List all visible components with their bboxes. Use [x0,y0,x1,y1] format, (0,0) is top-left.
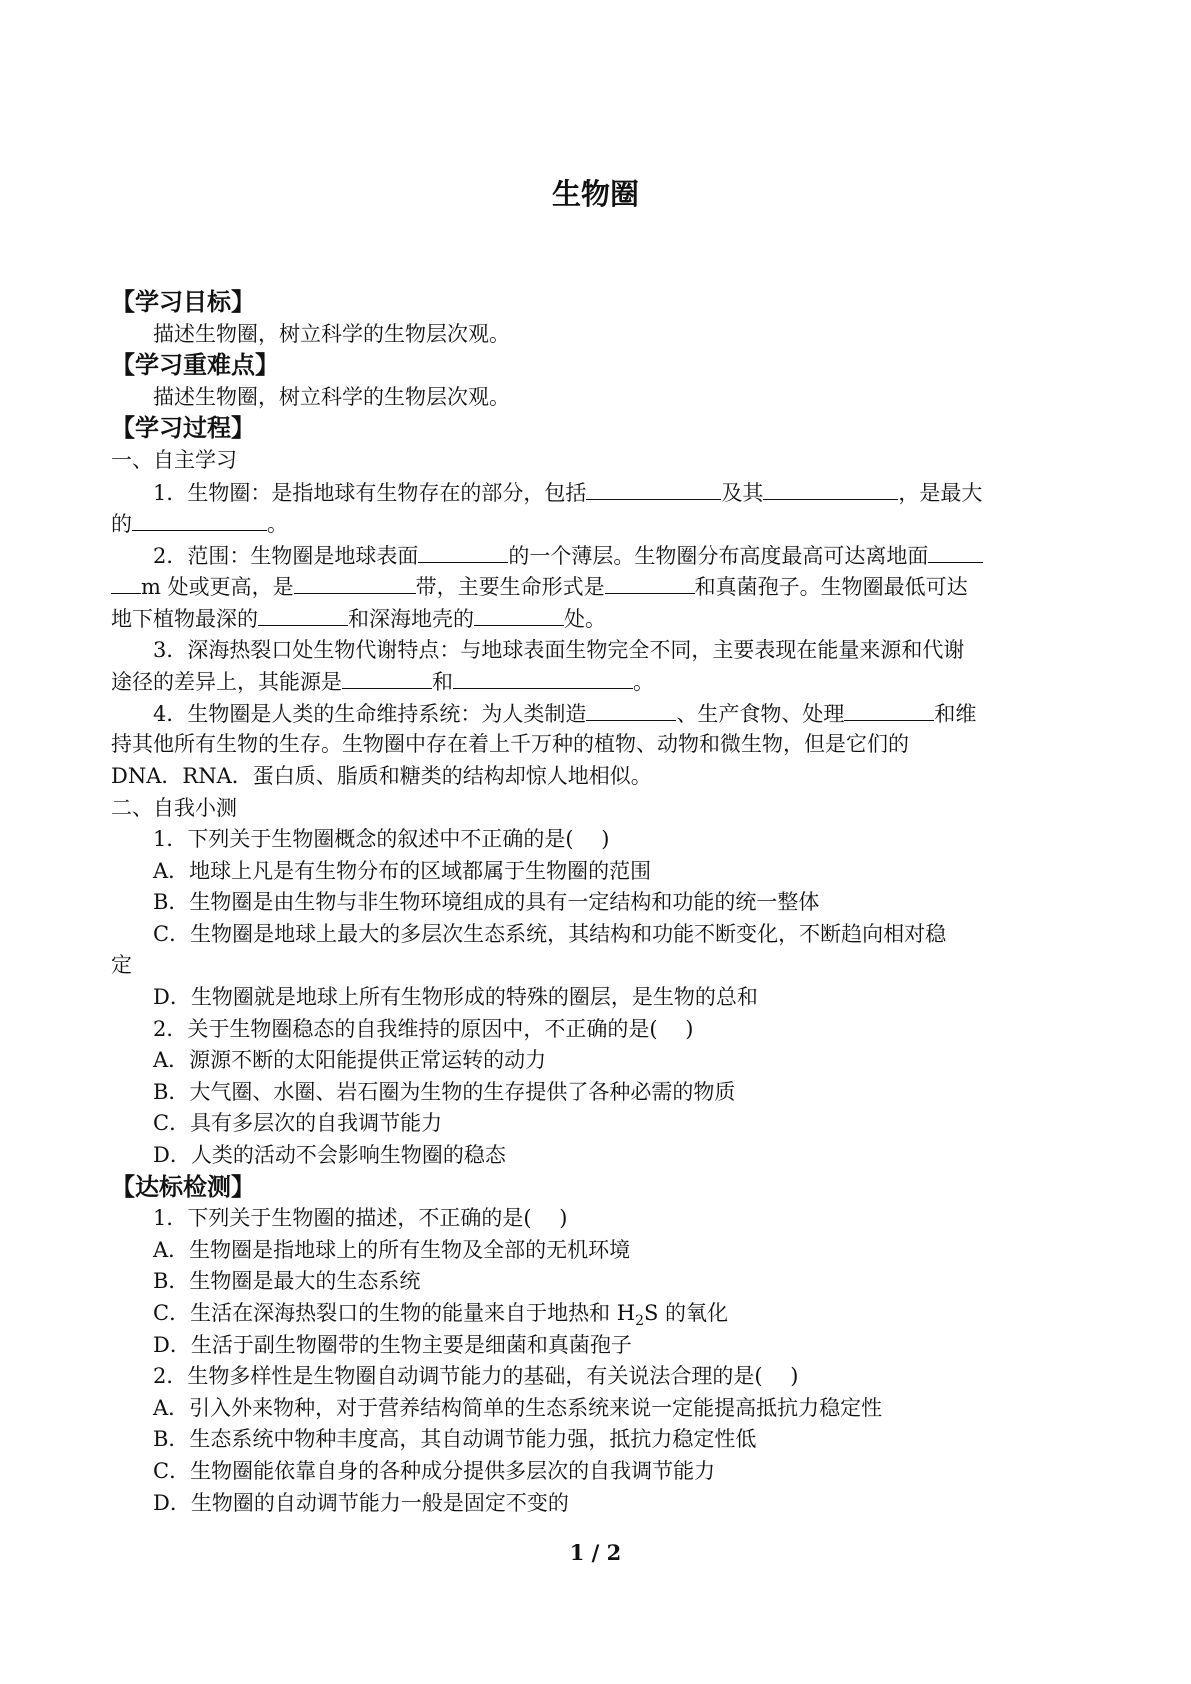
q2-text-a: 2．范围：生物圈是地球表面 [153,543,419,568]
part1-q3-line2 [111,666,1086,698]
page-title: 生物圈 [551,177,639,211]
objective-text: 描述生物圈，树立科学的生物层次观。 [153,321,510,346]
q1-text-c: ，是最大 [898,480,983,505]
part1-q2-line2 [111,571,1086,603]
fill-blank[interactable] [586,698,676,721]
test-q1-stem: 1．下列关于生物圈的描述，不正确的是( ) [153,1206,568,1231]
part2-q1-option-c-cont: 定 [111,953,132,978]
fill-blank[interactable] [418,540,508,563]
q4-text-a: 4．生物圈是人类的生命维持系统：为人类制造 [153,701,587,726]
test-q2-stem: 2．生物多样性是生物圈自动调节能力的基础，有关说法合理的是( ) [153,1364,799,1389]
q3-text-b: 途径的差异上，其能源是 [111,670,342,695]
q1-text-e: 。 [267,512,288,537]
q1-text-b: 及其 [721,480,764,505]
part2-q2-option-a: A．源源不断的太阳能提供正常运转的动力 [153,1048,547,1073]
test-q1-option-c-pre: C．生活在深海热裂口的生物的能量来自于地热和 H [153,1301,636,1325]
test-q1-option-d: D．生活于副生物圈带的生物主要是细菌和真菌孢子 [153,1332,632,1357]
part2-q2-stem: 2．关于生物圈稳态的自我维持的原因中，不正确的是( ) [153,1016,694,1041]
section-heading-process: 【学习过程】 [111,414,255,443]
q3-text-d: 。 [633,670,654,695]
part2-q2-option-d: D．人类的活动不会影响生物圈的稳态 [153,1143,506,1168]
q2-text-c: m 处或更高，是 [141,575,294,600]
part2-q2-option-c: C．具有多层次的自我调节能力 [153,1111,443,1136]
part1-q1-line2 [111,508,1086,540]
test-q2-option-c: C．生物圈能依靠自身的各种成分提供多层次的自我调节能力 [153,1458,716,1483]
section-heading-objective: 【学习目标】 [111,288,255,316]
fill-blank[interactable] [474,603,564,626]
fill-blank[interactable] [844,698,934,721]
q2-text-h: 处。 [564,606,606,631]
test-q1-option-c [111,1298,1086,1330]
test-q2-option-d: D．生物圈的自动调节能力一般是固定不变的 [153,1490,569,1515]
q4-text-b: 、生产食物、处理 [676,701,845,726]
part2-q1-stem: 1．下列关于生物圈概念的叙述中不正确的是( ) [153,827,610,852]
fill-blank[interactable] [763,477,898,500]
q2-text-d: 带，主要生命形式是 [415,575,605,600]
q1-text-d: 的 [111,512,132,537]
part1-q4-line2: 持其他所有生物的生存。生物圈中存在着上千万种的植物、动物和微生物，但是它们的 [111,732,909,757]
part2-q1-option-d: D．生物圈就是地球上所有生物形成的特殊的圈层，是生物的总和 [153,985,758,1010]
part2-q1-option-b: B．生物圈是由生物与非生物环境组成的具有一定结构和功能的统一整体 [153,890,820,915]
q1-text-a: 1．生物圈：是指地球有生物存在的部分，包括 [153,480,587,505]
fill-blank[interactable] [258,603,348,626]
keypoints-text: 描述生物圈，树立科学的生物层次观。 [153,384,510,409]
part1-label: 一、自主学习 [111,447,237,472]
test-q2-option-b: B．生态系统中物种丰度高，其自动调节能力强，抵抗力稳定性低 [153,1427,757,1452]
part1-q4-line1 [111,698,1086,730]
fill-blank[interactable] [928,540,983,563]
part1-q1-line1 [111,477,1086,509]
test-q1-option-a: A．生物圈是指地球上的所有生物及全部的无机环境 [153,1237,631,1262]
part2-q1-option-c: C．生物圈是地球上最大的多层次生态系统，其结构和功能不断变化，不断趋向相对稳 [153,921,947,946]
page-number: 1 / 2 [569,1540,622,1565]
test-q1-option-c-post: S 的氧化 [643,1301,729,1325]
fill-blank[interactable] [294,571,416,594]
q2-text-b: 的一个薄层。生物圈分布高度最高可达离地面 [508,543,929,568]
q2-text-e: 和真菌孢子。生物圈最低可达 [694,575,968,600]
fill-blank[interactable] [605,571,695,594]
part2-label: 二、自我小测 [111,795,237,820]
test-q1-option-c-sub: 2 [635,1313,644,1330]
fill-blank[interactable] [132,508,267,531]
part1-q3-line1: 3．深海热裂口处生物代谢特点：与地球表面生物完全不同，主要表现在能量来源和代谢 [153,637,965,662]
fill-blank[interactable] [586,477,721,500]
q3-text-c: 和 [432,670,453,695]
section-heading-test: 【达标检测】 [111,1172,255,1201]
test-q1-option-b: B．生物圈是最大的生态系统 [153,1269,421,1294]
part2-q2-option-b: B．大气圈、水圈、岩石圈为生物的生存提供了各种必需的物质 [153,1079,736,1104]
q4-text-c: 和维 [934,701,977,726]
fill-blank[interactable] [453,666,633,689]
section-heading-keypoints: 【学习重难点】 [111,351,279,380]
part2-q1-option-a: A．地球上凡是有生物分布的区域都属于生物圈的范围 [153,858,652,883]
part1-q2-line1 [111,540,1086,572]
fill-blank[interactable] [342,666,432,689]
document-body [111,287,1086,1519]
fill-blank[interactable] [111,571,141,594]
q2-text-f: 地下植物最深的 [111,606,258,631]
test-q2-option-a: A．引入外来物种，对于营养结构简单的生态系统来说一定能提高抵抗力稳定性 [153,1395,883,1420]
part1-q4-line3: DNA．RNA．蛋白质、脂质和糖类的结构却惊人地相似。 [111,763,652,788]
q2-text-g: 和深海地壳的 [348,606,474,631]
part1-q2-line3 [111,603,1086,635]
